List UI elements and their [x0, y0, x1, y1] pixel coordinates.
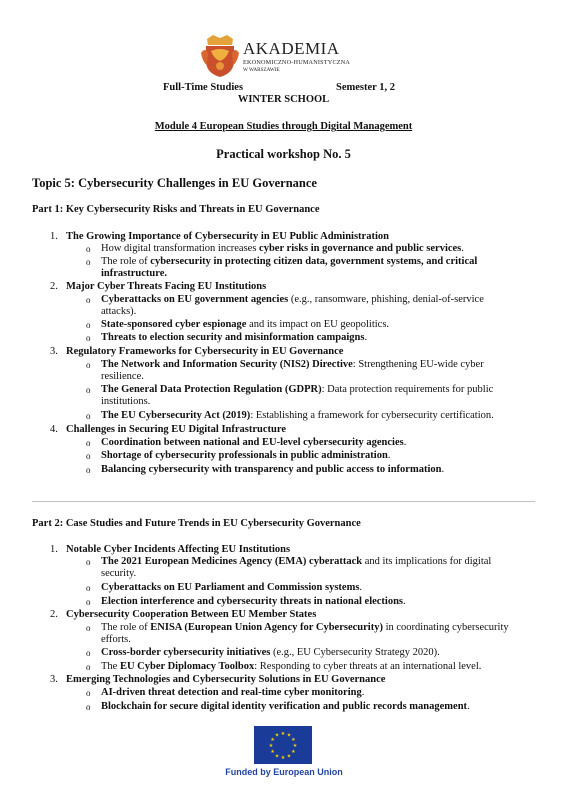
logo-subtitle: EKONOMICZNO-HUMANISTYCZNA	[243, 59, 351, 66]
bullet-icon: o	[86, 257, 91, 267]
sub-item-text: : Responding to cyber threats at an international level.	[254, 661, 482, 672]
bullet-icon: o	[86, 244, 91, 254]
sub-item-text: resilience.	[101, 371, 144, 383]
sub-item	[101, 332, 537, 344]
eu-star-icon: ★	[270, 750, 275, 755]
sub-item	[101, 622, 537, 647]
sub-item-emphasis: The Network and Information Security (NIS2) Directive	[101, 359, 353, 370]
part2-title: Part 2: Case Studies and Future Trends in EU Cybersecurity Governance	[32, 518, 361, 529]
list-number: 1.	[50, 544, 58, 555]
sub-item-text: and its impact on EU geopolitics.	[246, 319, 390, 330]
bullet-icon: o	[86, 411, 91, 421]
eu-star-icon: ★	[268, 744, 274, 749]
eu-star-icon: ★	[274, 733, 280, 739]
sub-item	[101, 319, 537, 331]
sub-item-text: .	[359, 582, 363, 593]
eu-star-icon: ★	[274, 754, 280, 760]
sub-item	[101, 556, 537, 581]
sub-item-emphasis: Coordination between national and EU-level cybersecurity agencies	[101, 437, 404, 448]
list-item-title: Emerging Technologies and Cybersecurity Solutions in EU Governance	[66, 674, 386, 685]
sub-item-emphasis: cybersecurity in protecting citizen data, government systems, and critical	[150, 256, 478, 267]
sub-item-emphasis: Shortage of cybersecurity professionals in public administration	[101, 450, 388, 461]
sub-item-emphasis: The General Data Protection Regulation (GDPR)	[101, 384, 322, 395]
eu-stars	[254, 726, 312, 764]
sub-item-text: The role of	[101, 622, 151, 633]
sub-item-text: .	[467, 701, 470, 712]
sub-item-text: The role of	[101, 256, 151, 267]
list-item-title: Cybersecurity Cooperation Between EU Member States	[66, 609, 317, 620]
sub-item-emphasis: Blockchain for secure digital identity verification and public records management	[101, 701, 468, 712]
sub-item-emphasis: ENISA (European Union Agency for Cybersecurity)	[150, 622, 383, 633]
list-item-title: Regulatory Frameworks for Cybersecurity in EU Governance	[66, 346, 344, 357]
sub-item-emphasis: The EU Cybersecurity Act (2019)	[101, 410, 251, 421]
sub-item	[101, 437, 537, 449]
sub-item-emphasis: Cyberattacks on EU government agencies	[101, 294, 289, 305]
sub-item-text: security.	[101, 568, 137, 580]
sub-item-emphasis: The 2021 European Medicines Agency (EMA) cyberattack	[101, 556, 363, 567]
bullet-icon: o	[86, 623, 91, 633]
sub-item-text: .	[441, 464, 445, 475]
sub-item	[101, 687, 537, 699]
eu-star-icon: ★	[286, 733, 292, 739]
bullet-icon: o	[86, 438, 91, 448]
list-item-title: Challenges in Securing EU Digital Infrastructure	[66, 424, 287, 435]
list-number: 2.	[50, 281, 58, 292]
sub-item-text: and its implications for digital	[362, 556, 492, 567]
sub-item	[101, 596, 537, 608]
sub-item-text: attacks).	[101, 306, 137, 318]
sub-item-text: .	[403, 437, 407, 448]
sub-item	[101, 701, 537, 713]
bullet-icon: o	[86, 557, 91, 567]
bullet-icon: o	[86, 702, 91, 712]
logo-location: W WARSZAWIE	[243, 67, 280, 73]
eu-flag-icon	[254, 726, 312, 764]
bullet-icon: o	[86, 333, 91, 343]
sub-item	[101, 410, 537, 422]
part1-title: Part 1: Key Cybersecurity Risks and Threats in EU Governance	[32, 204, 320, 215]
eu-star-icon: ★	[291, 750, 296, 755]
sub-item	[101, 384, 537, 409]
list-number: 2.	[50, 609, 58, 620]
crest-icon	[199, 33, 241, 78]
topic-title: Topic 5: Cybersecurity Challenges in EU Governance	[32, 176, 317, 190]
bullet-icon: o	[86, 597, 91, 607]
bullet-icon: o	[86, 295, 91, 305]
sub-item-emphasis: infrastructure.	[101, 268, 167, 280]
list-number: 4.	[50, 424, 58, 435]
sub-item-text: .	[361, 687, 365, 698]
sub-item-text: : Strengthening EU-wide cyber	[352, 359, 484, 370]
bullet-icon: o	[86, 662, 91, 672]
logo-name: AKADEMIA	[243, 39, 340, 58]
eu-star-icon: ★	[280, 756, 286, 761]
sub-item	[101, 647, 537, 659]
workshop-title: Practical workshop No. 5	[216, 147, 351, 161]
sub-item-text: .	[403, 596, 406, 607]
bullet-icon: o	[86, 451, 91, 461]
bullet-icon: o	[86, 320, 91, 330]
eu-star-icon: ★	[280, 732, 286, 737]
sub-item-text: .	[364, 332, 368, 343]
eu-star-icon: ★	[291, 738, 296, 743]
section-divider	[32, 501, 535, 502]
module-title: Module 4 European Studies through Digital Management	[154, 121, 413, 132]
sub-item-text: .	[461, 243, 464, 254]
list-number: 3.	[50, 346, 58, 357]
sub-item-text: : Data protection requirements for public	[321, 384, 494, 395]
sub-item-text: How digital transformation increases	[101, 243, 260, 254]
sub-item-emphasis: State-sponsored cyber espionage	[101, 319, 247, 330]
eu-star-icon: ★	[270, 738, 275, 743]
bullet-icon: o	[86, 465, 91, 475]
sub-item-text: in coordinating cybersecurity	[382, 622, 509, 633]
list-item-title: Notable Cyber Incidents Affecting EU Institutions	[66, 544, 291, 555]
sub-item	[101, 294, 537, 319]
sub-item-text: institutions.	[101, 396, 151, 408]
sub-item-emphasis: Threats to election security and misinformation campaigns	[101, 332, 365, 343]
university-logo	[193, 33, 363, 78]
sub-item	[101, 256, 537, 281]
sub-item-emphasis: Balancing cybersecurity with transparency and public access to information	[101, 464, 442, 475]
sub-item-text: efforts.	[101, 634, 131, 646]
sub-item-emphasis: cyber risks in governance and public services	[259, 243, 462, 254]
eu-star-icon: ★	[286, 754, 292, 760]
semester-label: Semester 1, 2	[336, 82, 395, 93]
sub-item	[101, 582, 537, 594]
list-number: 3.	[50, 674, 58, 685]
bullet-icon: o	[86, 385, 91, 395]
sub-item-emphasis: Cross-border cybersecurity initiatives	[101, 647, 271, 658]
studies-label: Full-Time Studies	[163, 82, 244, 93]
sub-item-text: (e.g., EU Cybersecurity Strategy 2020).	[270, 647, 440, 658]
list-number: 1.	[50, 231, 58, 242]
list-item-title: Major Cyber Threats Facing EU Institutions	[66, 281, 267, 292]
sub-item	[101, 661, 537, 673]
sub-item	[101, 359, 537, 384]
sub-item-text: .	[387, 450, 391, 461]
sub-item-emphasis: EU Cyber Diplomacy Toolbox	[119, 661, 255, 672]
bullet-icon: o	[86, 688, 91, 698]
school-label: WINTER SCHOOL	[237, 94, 330, 105]
bullet-icon: o	[86, 583, 91, 593]
bullet-icon: o	[86, 648, 91, 658]
list-item-title: The Growing Importance of Cybersecurity in EU Public Administration	[66, 231, 389, 242]
sub-item-text: The	[101, 661, 120, 672]
sub-item-emphasis: AI-driven threat detection and real-time cyber monitoring	[101, 687, 362, 698]
sub-item	[101, 243, 537, 255]
sub-item-emphasis: Election interference and cybersecurity threats in national elections	[101, 596, 404, 607]
funded-by-label: Funded by European Union	[225, 767, 343, 777]
sub-item-text: : Establishing a framework for cybersecurity certification.	[250, 410, 494, 421]
sub-item	[101, 450, 537, 462]
sub-item-emphasis: Cyberattacks on EU Parliament and Commission systems	[101, 582, 360, 593]
sub-item-text: (e.g., ransomware, phishing, denial-of-service	[288, 294, 484, 305]
bullet-icon: o	[86, 360, 91, 370]
sub-item	[101, 464, 537, 476]
eu-star-icon: ★	[292, 744, 298, 749]
